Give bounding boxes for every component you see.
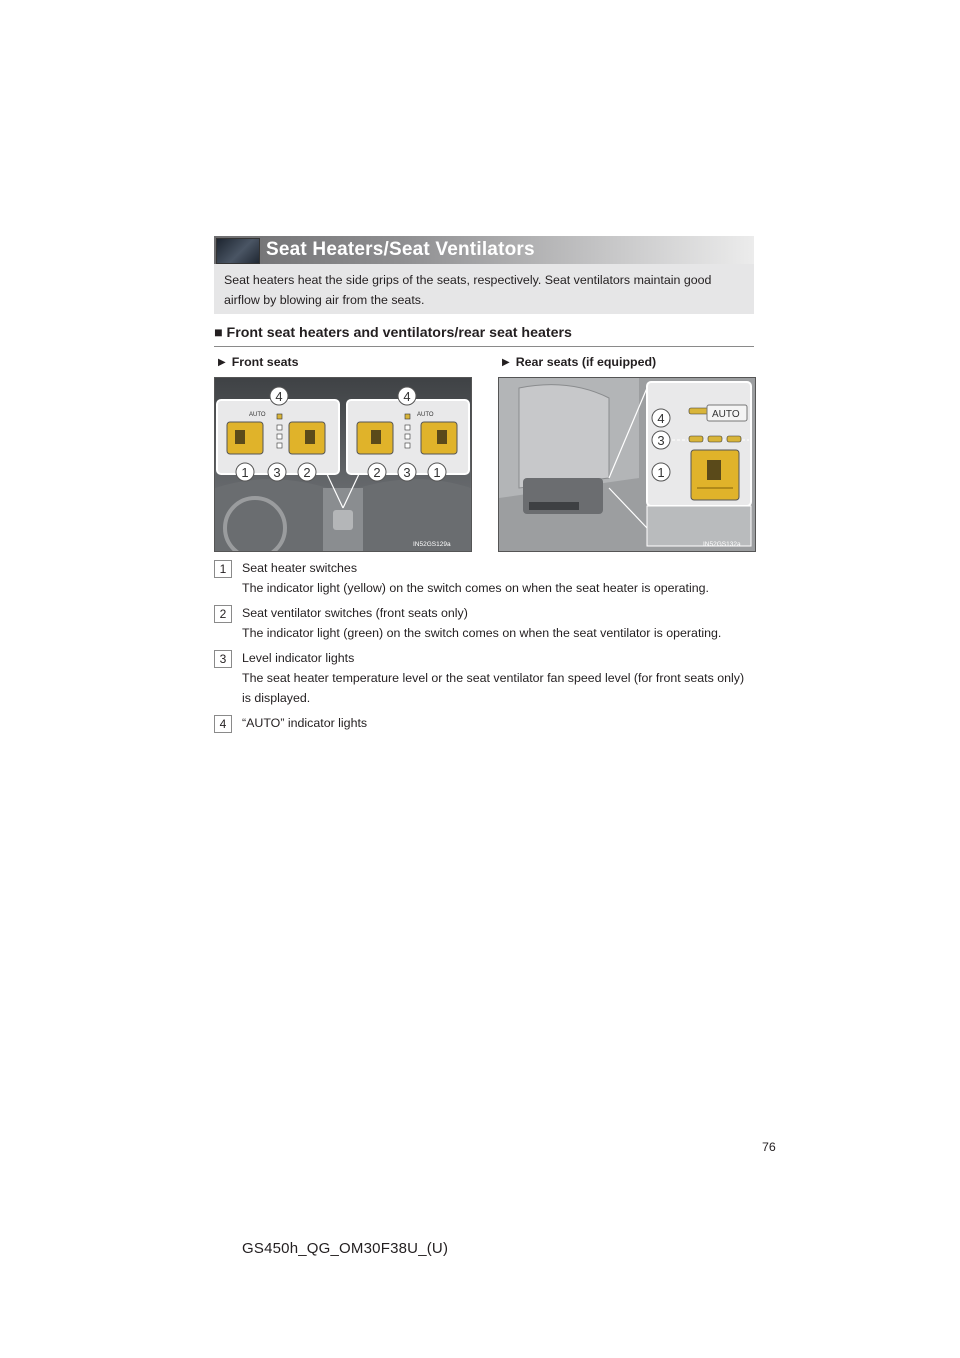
rear-callout-4: 4 xyxy=(657,411,665,426)
item-1-desc: The indicator light (yellow) on the switch comes on when the seat heater is operating. xyxy=(242,581,709,595)
rear-figure-code: IN52GS132a xyxy=(703,541,741,548)
front-callout-4-left: 4 xyxy=(275,389,283,404)
document-code: GS450h_QG_OM30F38U_(U) xyxy=(242,1240,449,1257)
item-number-4: 4 xyxy=(214,715,232,733)
front-callout-2-right: 2 xyxy=(373,465,381,480)
front-seats-label: ▶ Front seats xyxy=(218,355,299,369)
section-heading xyxy=(214,325,572,341)
front-callout-1-right: 1 xyxy=(433,465,441,480)
item-4-title: “AUTO” indicator lights xyxy=(242,716,368,730)
front-seats-illustration xyxy=(215,378,471,551)
front-right-auto-text: AUTO xyxy=(417,412,434,418)
item-2-desc: The indicator light (green) on the switch comes on when the seat ventilator is operating. xyxy=(242,626,722,640)
rear-seats-figure xyxy=(498,377,756,552)
intro-text: Seat heaters heat the side grips of the seats, respectively. Seat ventilators maintain good airflow by blowing air from the seats. xyxy=(224,273,712,307)
item-number-2: 2 xyxy=(214,605,232,623)
item-3-desc: The seat heater temperature level or the seat ventilator fan speed level (for front seats only) is displayed. xyxy=(242,671,745,705)
item-1-title: Seat heater switches xyxy=(242,561,358,575)
rear-seats-label: ▶ Rear seats (if equipped) xyxy=(502,355,657,369)
front-seats-figure xyxy=(214,377,472,552)
front-left-auto-text: AUTO xyxy=(249,412,266,418)
front-callout-3-left: 3 xyxy=(273,465,281,480)
item-number-1: 1 xyxy=(214,560,232,578)
rear-auto-text: AUTO xyxy=(712,409,740,420)
item-number-3: 3 xyxy=(214,650,232,668)
item-2-title: Seat ventilator switches (front seats only) xyxy=(242,606,468,620)
page-number: 76 xyxy=(762,1140,776,1154)
front-callout-3-right: 3 xyxy=(403,465,411,480)
rear-callout-1: 1 xyxy=(657,465,665,480)
section-heading-text: Front seat heaters and ventilators/rear seat heaters xyxy=(226,325,572,341)
rear-seats-illustration xyxy=(499,378,755,551)
rear-callout-3: 3 xyxy=(657,433,665,448)
front-callout-1-left: 1 xyxy=(241,465,249,480)
triangle-right-icon: ▶ xyxy=(502,357,510,368)
front-callout-4-right: 4 xyxy=(403,389,411,404)
section-bullet-icon: ■ xyxy=(214,325,223,341)
title-thumbnail-image xyxy=(216,238,260,264)
front-callout-2-left: 2 xyxy=(303,465,311,480)
item-3-title: Level indicator lights xyxy=(242,651,355,665)
section-divider xyxy=(214,346,754,347)
triangle-right-icon: ▶ xyxy=(218,357,226,368)
front-figure-code: IN52GS129a xyxy=(413,541,451,548)
page-title: Seat Heaters/Seat Ventilators xyxy=(266,239,535,260)
